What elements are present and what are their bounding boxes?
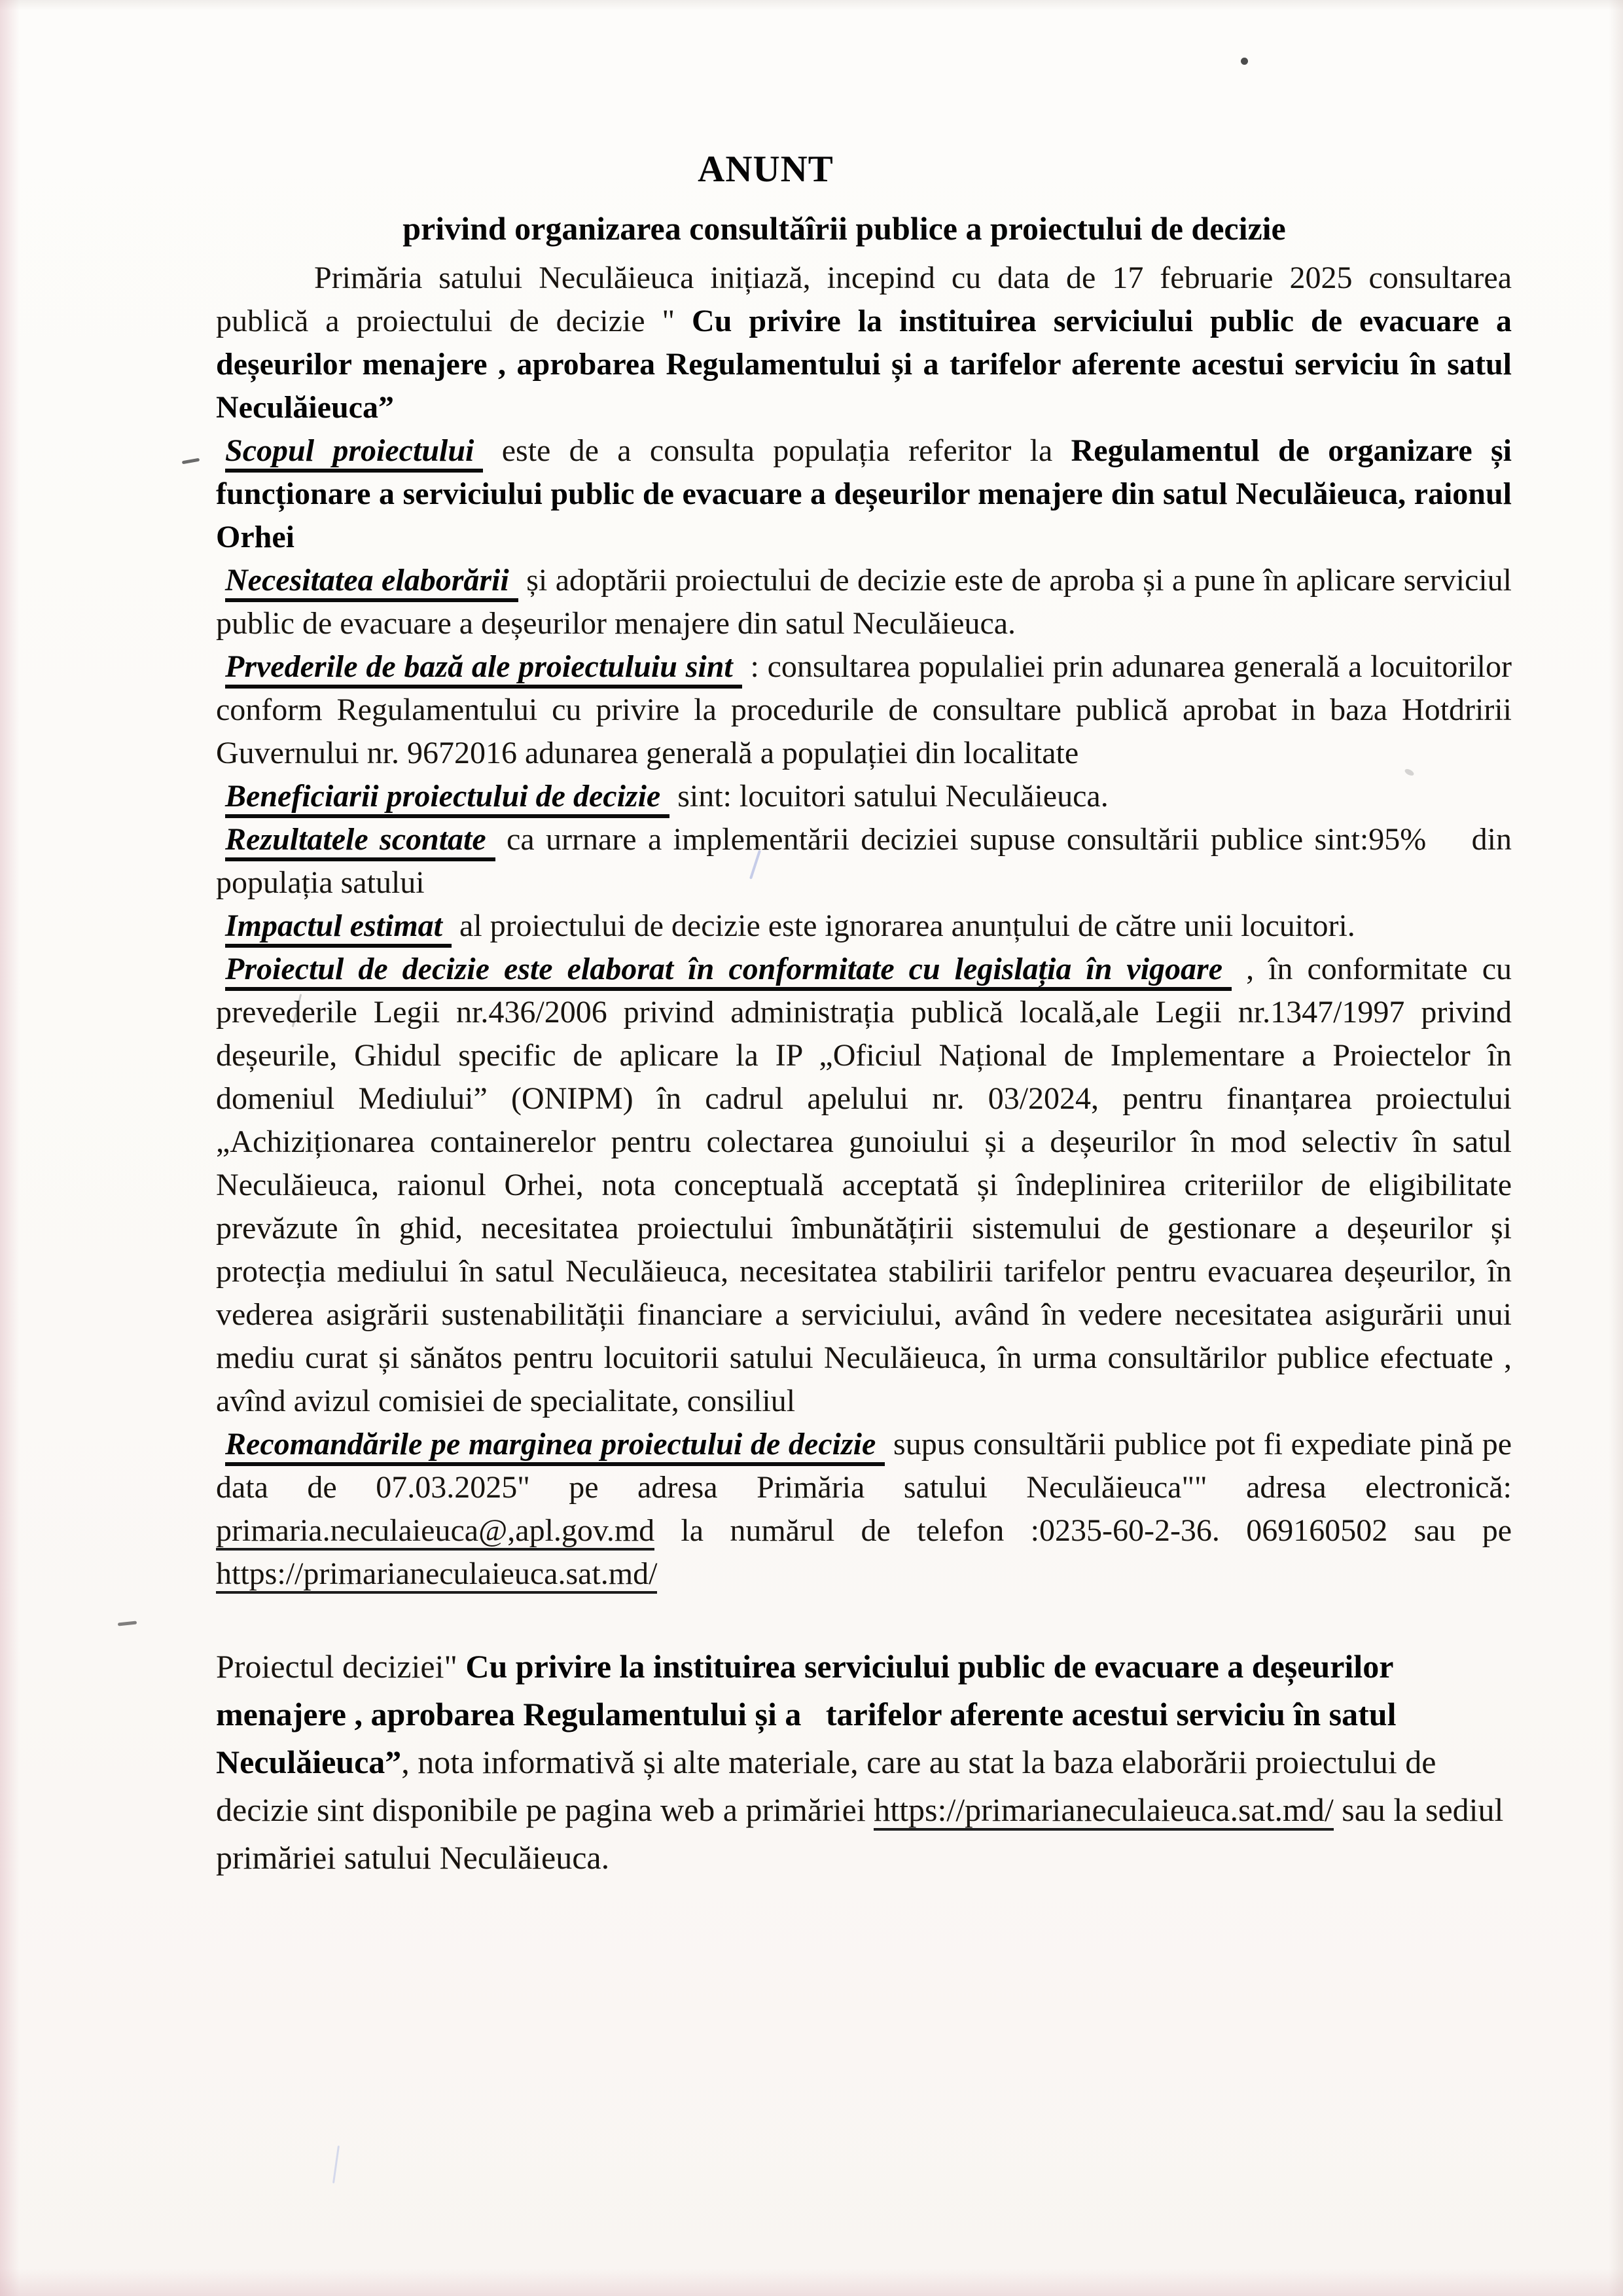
- heading-impactul-estimat: Impactul estimat: [225, 908, 452, 948]
- scan-edge-shadow-bottom: [0, 2269, 1623, 2296]
- heading-recomandarile: Recomandările pe marginea proiectului de decizie: [225, 1427, 885, 1466]
- blue-pen-mark-artifact-2: [332, 2145, 340, 2183]
- paragraph-final: [216, 1643, 1512, 1882]
- heading-rezultatele-scontate: Rezultatele scontate: [225, 822, 495, 861]
- heading-necesitatea-elaborarii: Necesitatea elaborării: [225, 563, 518, 602]
- intro-text: Primăria satului Neculăieuca inițiază, incepind cu data de 17 februarie 2025 consultarea publică a proiectului de decizie ": [216, 260, 1512, 338]
- recomandarile-text-1: supus consultării publice pot fi expediate pină pe data de 07.03.2025" pe adresa Primăria satului Neculăieuca"" adresa electronică:: [216, 1427, 1512, 1505]
- email-link[interactable]: primaria.neculaieuca@,apl.gov.md: [216, 1513, 654, 1551]
- recomandarile-text-2: la numărul de telefon :0235-60-2-36. 069160502 sau pe: [654, 1513, 1512, 1548]
- heading-prevederile-de-baza: Prvederile de bază ale proiectuluiu sint: [225, 649, 742, 689]
- paragraph-necesitatea: [216, 559, 1512, 645]
- beneficiarii-text: sint: locuitori satului Neculăieuca.: [669, 779, 1109, 814]
- rezultatele-text: ca urrnare a implementării deciziei supuse consultării publice sint:95% din populația satului: [216, 822, 1512, 900]
- paragraph-intro: [216, 257, 1512, 429]
- paragraph-scop: [216, 429, 1512, 559]
- website-link[interactable]: https://primarianeculaieuca.sat.md/: [216, 1556, 657, 1594]
- paragraph-rezultatele: [216, 818, 1512, 905]
- heading-scopul-proiectului: Scopul proiectului: [225, 433, 483, 473]
- scop-text: este de a consulta populația referitor la: [483, 433, 1071, 468]
- paragraph-impactul: [216, 905, 1512, 948]
- paragraph-recomandarile: [216, 1423, 1512, 1596]
- heading-proiectul-legislatia: Proiectul de decizie este elaborat în conformitate cu legislația în vigoare: [225, 952, 1232, 991]
- paragraph-proiectul-legislatia: [216, 948, 1512, 1423]
- proiectul-text: , în conformitate cu prevederile Legii nr.436/2006 privind administrația publică locală,ale Legii nr.1347/1997 privind deșeurile, Ghidul specific de aplicare la IP „Oficiul Național de Implementare a Proiectelor în domeniul Mediului” (ONIPM) în cadrul apelului nr. 03/2024, pentru finanțarea proiectului „Achiziționarea containerelor pentru colectarea gunoiului și a deșeurilor în mod selectiv în satul Neculăieuca, raionul Orhei, nota conceptuală acceptată și îndeplinirea criteriilor de eligibilitate prevăzute în ghid, necesitatea proiectului îmbunătățirii sistemului de gestionare a deșeurilor și protecția mediului în satul Neculăieuca, necesitatea stabilirii tarifelor pentru evacuarea deșeurilor, în vederea asigrării sustenabilității financiare a serviciului, având în vedere necesitatea asigurării unui mediu curat și sănătos pentru locuitorii satului Neculăieuca, în urma consultărilor publice efectuate , avînd avizul comisiei de specialitate, consiliul: [216, 952, 1512, 1418]
- impactul-text: al proiectului de decizie este ignorarea anunțului de către unii locuitori.: [452, 908, 1355, 943]
- regulament-bold: Regulamentul de organizare și funcționare a serviciului public de evacuare a deșeurilor menajere din satul Neculăieuca, raionul Orhei: [216, 433, 1512, 554]
- decision-title-bold: Cu privire la instituirea serviciului public de evacuare a deșeurilor menajere , aprobarea Regulamentului și a tarifelor aferente acestui serviciu în satul Neculăieuca”: [216, 304, 1512, 425]
- prevederile-text: : consultarea populaliei prin adunarea generală a locuitorilor conform Regulamentului cu privire la procedurile de consultare publică aprobat in baza Hotdririi Guvernului nr. 9672016 adunarea generală a populației din localitate: [216, 649, 1512, 770]
- heading-beneficiarii: Beneficiarii proiectului de decizie: [225, 779, 669, 818]
- necesitatea-text: și adoptării proiectului de decizie este de aproba și a pune în aplicare serviciul public de evacuare a deșeurilor menajere din satul Neculăieuca.: [216, 563, 1512, 641]
- final-text-3: sau la sediul primăriei satului Neculăieuca.: [216, 1791, 1504, 1876]
- paragraph-prevederile: [216, 645, 1512, 775]
- paragraph-beneficiarii: [216, 775, 1512, 818]
- final-text-2: , nota informativă și alte materiale, care au stat la baza elaborării proiectului de decizie sint disponibile pe pagina web a primăriei: [216, 1744, 1436, 1828]
- doc-title: ANUNT: [698, 149, 834, 190]
- doc-subtitle: privind organizarea consultăîrii publice a proiectului de decizie: [402, 210, 1286, 247]
- website-link-2[interactable]: https://primarianeculaieuca.sat.md/: [874, 1791, 1334, 1831]
- final-text-1: Proiectul deciziei": [216, 1648, 466, 1685]
- final-decision-title-bold: Cu privire la instituirea serviciului public de evacuare a deșeurilor menajere , aprobarea Regulamentului și a tarifelor aferente acestui serviciu în satul Neculăieuca”: [216, 1648, 1397, 1780]
